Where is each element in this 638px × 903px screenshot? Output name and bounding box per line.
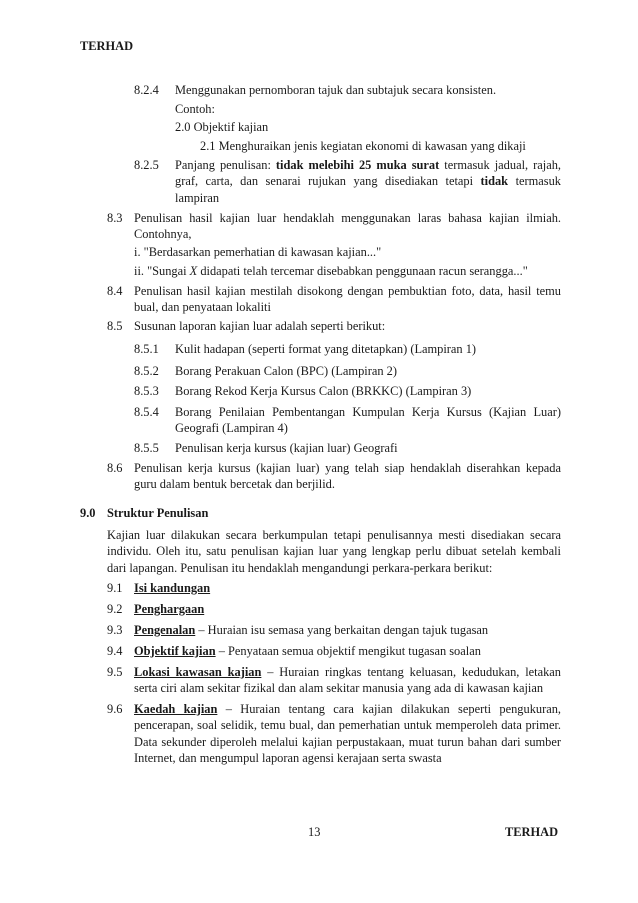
section-text: Penulisan hasil kajian luar hendaklah menggunakan laras bahasa kajian ilmiah. Contohnya, xyxy=(134,211,561,242)
section-text: Penulisan kerja kursus (kajian luar) yang telah siap hendaklah diserahkan kepada guru dalam bentuk bercetak dan berjilid. xyxy=(134,461,561,492)
header-classification: TERHAD xyxy=(80,39,134,53)
section-text: Penulisan hasil kajian mestilah disokong dengan pembuktian foto, data, hasil temu bual, dan penyataan lokaliti xyxy=(134,284,561,315)
section-number: 8.2.5 xyxy=(134,158,159,172)
section-title: Struktur Penulisan xyxy=(107,506,209,520)
section-number: 8.4 xyxy=(107,284,123,298)
section-text: Panjang penulisan: tidak melebihi 25 muka surat termasuk jadual, rajah, graf, carta, dan senarai rujukan yang disediakan tetapi tidak termasuk lampiran xyxy=(175,158,561,205)
section-number: 8.6 xyxy=(107,461,123,475)
footer-classification: TERHAD xyxy=(505,825,559,839)
section-number: 9.0 xyxy=(80,506,96,520)
example-label: Contoh: xyxy=(175,102,215,116)
section-number: 8.5 xyxy=(107,319,123,333)
section-number: 8.2.4 xyxy=(134,83,159,97)
section-9-intro: Kajian luar dilakukan secara berkumpulan tetapi penulisannya mesti disediakan secara individu. Oleh itu, satu penulisan kajian luar yang lengkap perlu dibuat setelah kembali dari lapangan. Penulisan itu hendaklah mengandungi perkara-perkara berikut: xyxy=(107,528,561,575)
section-number: 8.3 xyxy=(107,211,123,225)
page-number: 13 xyxy=(308,825,321,839)
example-heading: 2.0 Objektif kajian xyxy=(175,120,269,134)
section-text: Menggunakan pernomboran tajuk dan subtajuk secara konsisten. xyxy=(175,83,497,97)
example-subheading: 2.1 Menghuraikan jenis kegiatan ekonomi di kawasan yang dikaji xyxy=(200,139,526,153)
example-i: i. "Berdasarkan pemerhatian di kawasan kajian..." xyxy=(134,245,382,259)
example-ii: ii. "Sungai X didapati telah tercemar disebabkan penggunaan racun serangga..." xyxy=(134,264,528,278)
section-text: Susunan laporan kajian luar adalah seperti berikut: xyxy=(134,319,386,333)
